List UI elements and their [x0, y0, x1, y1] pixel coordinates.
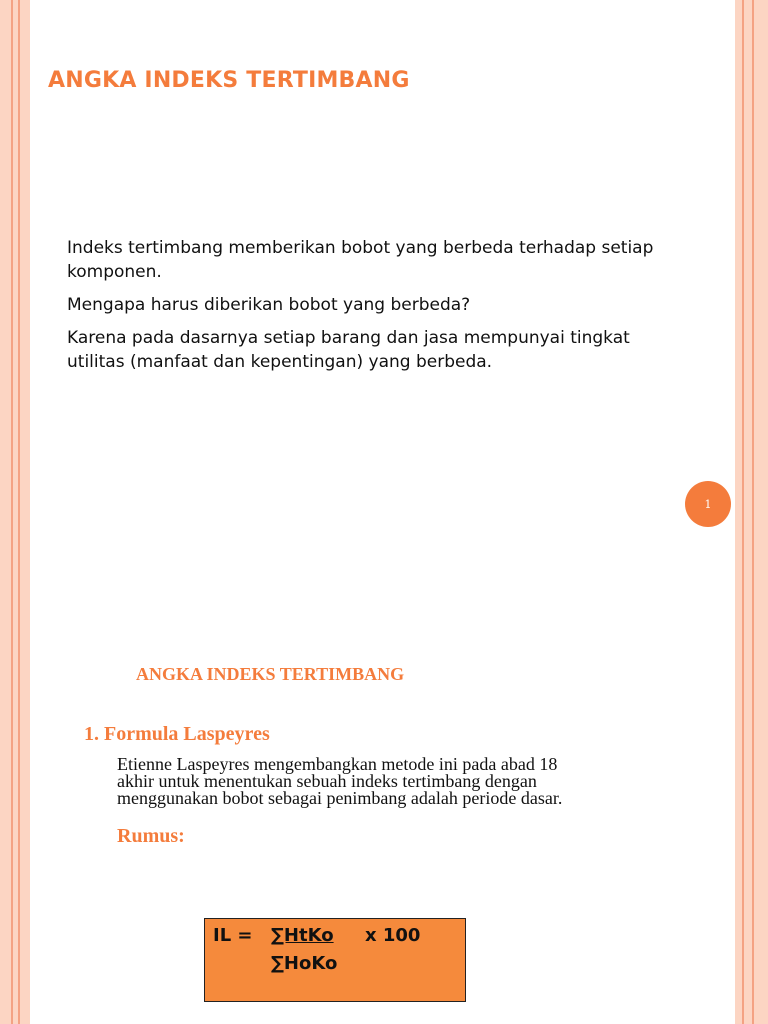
left-frame-border: [0, 0, 30, 1024]
right-frame-line: [742, 0, 744, 1024]
slide-2-body-line: akhir untuk menentukan sebuah indeks tertimbang dengan: [117, 771, 537, 791]
page-number-badge: 1: [685, 481, 731, 527]
slide-2-body-line: Etienne Laspeyres mengembangkan metode ini pada abad 18: [117, 754, 558, 774]
formula-denominator: ∑HoKo: [271, 953, 338, 974]
formula-numerator: ∑HtKo: [271, 925, 334, 946]
rumus-label: Rumus:: [117, 825, 185, 847]
slide-1-body: [67, 236, 667, 383]
left-frame-line: [18, 0, 20, 1024]
left-frame-line: [11, 0, 13, 1024]
slide-1-title: ANGKA INDEKS TERTIMBANG: [48, 68, 410, 93]
slide-2-body: [117, 756, 677, 807]
formula-box: [204, 918, 466, 1002]
formula-lhs: IL =: [213, 925, 253, 946]
slide-2-heading: 1. Formula Laspeyres: [84, 723, 270, 745]
slide-2-body-line: menggunakan bobot sebagai penimbang adalah periode dasar.: [117, 788, 563, 808]
slide-1-paragraph: Indeks tertimbang memberikan bobot yang berbeda terhadap setiap komponen.: [67, 238, 654, 282]
slide-1-paragraph: Mengapa harus diberikan bobot yang berbeda?: [67, 295, 471, 315]
right-frame-line: [752, 0, 754, 1024]
right-frame-border: [735, 0, 768, 1024]
slide-2-title: ANGKA INDEKS TERTIMBANG: [136, 664, 405, 684]
slide-1-paragraph: Karena pada dasarnya setiap barang dan jasa mempunyai tingkat utilitas (manfaat dan kepentingan) yang berbeda.: [67, 328, 630, 372]
formula-multiplier: x 100: [365, 925, 421, 946]
